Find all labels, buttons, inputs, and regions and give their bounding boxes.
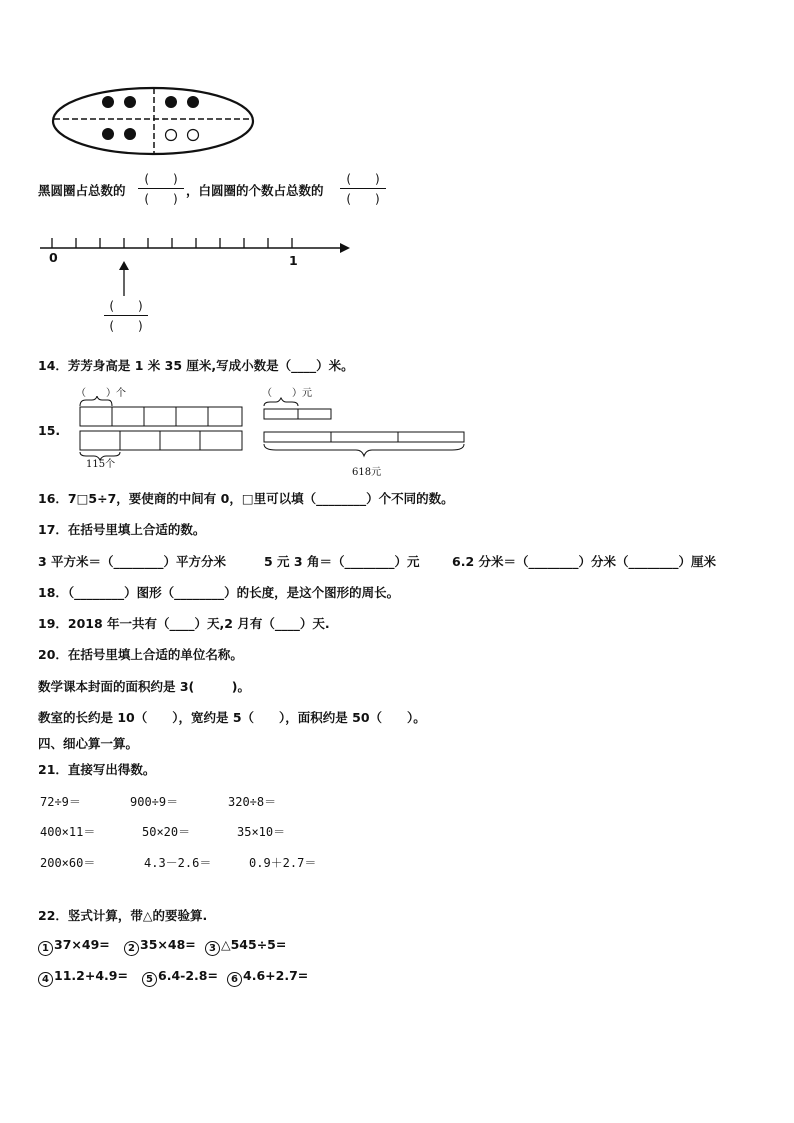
q22-item-3: 3 △545÷5=: [205, 937, 286, 956]
q22-item-1: 1 37×49=: [38, 937, 110, 956]
numberline-one: 1: [289, 253, 298, 268]
q17-item-1: 3 平方米＝（________）平方分米: [38, 554, 227, 569]
q21-expr: 72÷9＝: [40, 795, 81, 809]
q20-title: 20．在括号里填上合适的单位名称。: [38, 647, 243, 662]
numberline-zero: 0: [49, 250, 58, 265]
q17-item-2: 5 元 3 角＝（________）元: [264, 554, 420, 569]
q21-expr: 4.3－2.6＝: [144, 856, 212, 870]
q21-expr: 0.9＋2.7＝: [249, 856, 317, 870]
section-4-title: 四、细心算一算。: [38, 736, 139, 751]
q21-expr: 200×60＝: [40, 856, 96, 870]
black-circle: [124, 128, 136, 140]
q20-line-2: 教室的长约是 10（ ），宽约是 5（ ），面积约是 50（ ）。: [38, 710, 426, 725]
circled-number: 3: [205, 941, 220, 956]
q13-fraction-black[interactable]: ( ) ( ): [138, 170, 184, 207]
black-circle: [165, 96, 177, 108]
q16-text: 16．7□5÷7，要使商的中间有 0，□里可以填（________）个不同的数。: [38, 491, 454, 506]
black-circle: [124, 96, 136, 108]
q22-item-6: 6 4.6+2.7=: [227, 968, 308, 987]
q21-expr: 900÷9＝: [130, 795, 179, 809]
q17-title: 17．在括号里填上合适的数。: [38, 522, 206, 537]
circled-number: 6: [227, 972, 242, 987]
circles-ellipse-figure: [50, 84, 256, 158]
q20-line-1: 数学课本封面的面积约是 3( )。: [38, 679, 250, 694]
black-circle: [102, 96, 114, 108]
q15-right-label[interactable]: （ ）元: [262, 388, 312, 399]
circled-number: 2: [124, 941, 139, 956]
white-circle: [188, 130, 199, 141]
white-circle: [166, 130, 177, 141]
circled-number: 5: [142, 972, 157, 987]
q15-bar-diagram: [76, 396, 468, 466]
q22-item-2: 2 35×48=: [124, 937, 196, 956]
black-circle: [102, 128, 114, 140]
black-circle: [187, 96, 199, 108]
q21-title: 21．直接写出得数。: [38, 762, 156, 777]
q17-item-3: 6.2 分米＝（________）分米（________）厘米: [452, 554, 716, 569]
q13-white-text: ，白圆圈的个数占总数的: [186, 183, 324, 198]
number-line: [40, 228, 350, 298]
q21-expr: 400×11＝: [40, 825, 96, 839]
q14-text: 14．芳芳身高是 1 米 35 厘米,写成小数是（____）米。: [38, 358, 354, 373]
q22-item-4: 4 11.2+4.9=: [38, 968, 128, 987]
q21-expr: 35×10＝: [237, 825, 286, 839]
q22-title: 22．竖式计算，带△的要验算.: [38, 908, 208, 923]
q13-fraction-white[interactable]: ( ) ( ): [340, 170, 386, 207]
q15-left-label[interactable]: （ ）个: [76, 388, 126, 399]
q15-right-bottom: 618元: [352, 467, 382, 478]
q22-item-5: 5 6.4-2.8=: [142, 968, 218, 987]
circled-number: 1: [38, 941, 53, 956]
q15-left-bottom: 115个: [86, 459, 116, 470]
circled-number: 4: [38, 972, 53, 987]
q13-black-text: 黑圆圈占总数的: [38, 183, 126, 198]
q19-text: 19．2018 年一共有（____）天,2 月有（____）天.: [38, 616, 330, 631]
q21-expr: 50×20＝: [142, 825, 191, 839]
q18-text: 18．（________）图形（________）的长度，是这个图形的周长。: [38, 585, 400, 600]
arrow-up-icon: [119, 261, 129, 270]
numberline-fraction[interactable]: ( ) ( ): [104, 297, 148, 334]
q21-expr: 320÷8＝: [228, 795, 277, 809]
q15-number: 15.: [38, 423, 61, 438]
